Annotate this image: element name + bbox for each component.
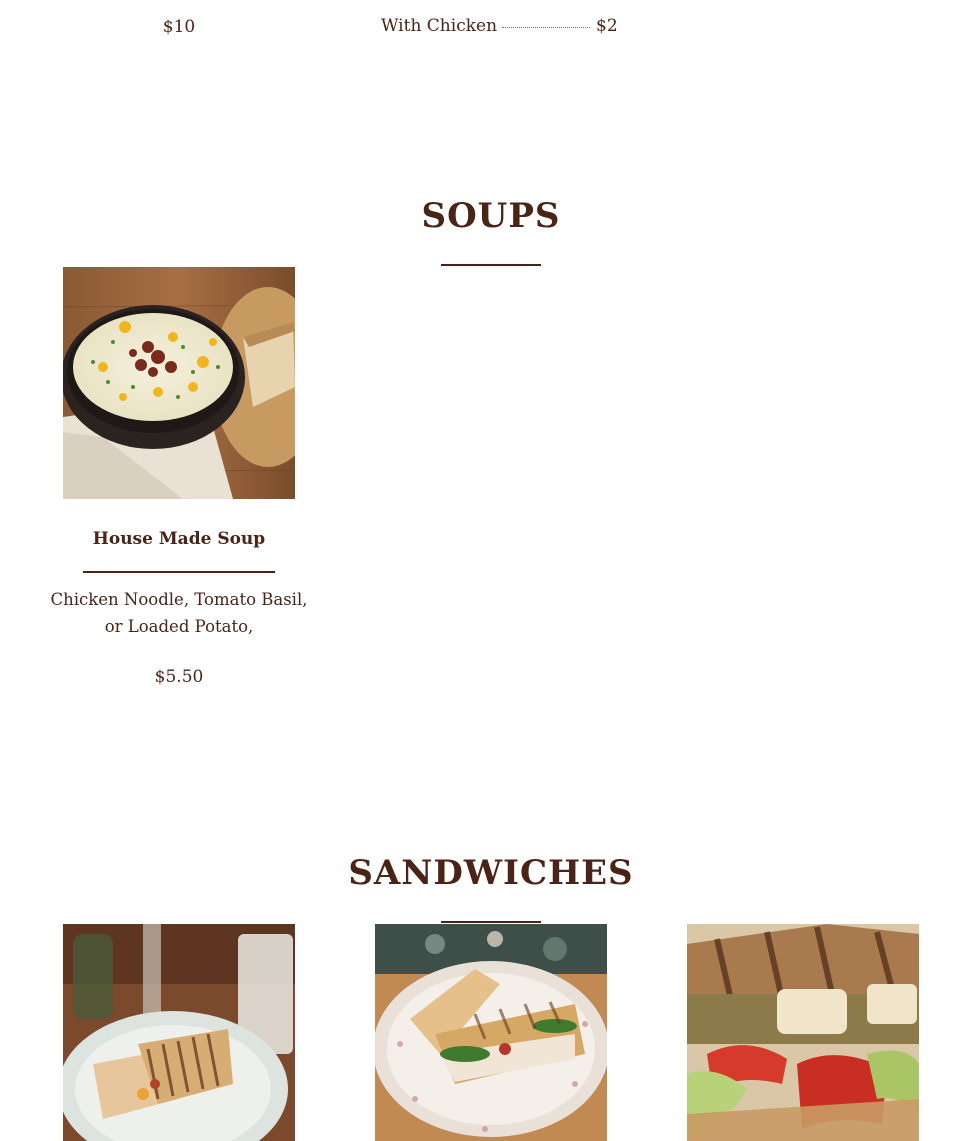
section-divider [441, 264, 541, 266]
panini-plate-photo-icon [375, 924, 607, 1141]
wrap-sandwich-photo-icon [63, 924, 295, 1141]
soup-item-description: Chicken Noodle, Tomato Basil, or Loaded Potato, [50, 590, 308, 636]
sandwich-image-3[interactable] [687, 924, 919, 1141]
item-divider [83, 571, 275, 573]
soup-item-title: House Made Soup [92, 529, 266, 549]
item-price: $10 [162, 17, 196, 37]
section-title-soups: SOUPS [421, 196, 561, 236]
section-divider [441, 921, 541, 923]
soup-bowl-photo-icon [63, 267, 295, 499]
sandwich-image-1[interactable] [63, 924, 295, 1141]
soup-item-price: $5.50 [154, 667, 204, 687]
sandwich-image-2[interactable] [375, 924, 607, 1141]
addon-price: $2 [596, 16, 618, 36]
addon-row [381, 16, 618, 36]
addon-label: With Chicken [381, 16, 498, 36]
soup-image[interactable] [63, 267, 295, 499]
section-title-sandwiches: SANDWICHES [348, 853, 634, 893]
grilled-sandwich-closeup-photo-icon [687, 924, 919, 1141]
dotted-leader [502, 26, 590, 28]
